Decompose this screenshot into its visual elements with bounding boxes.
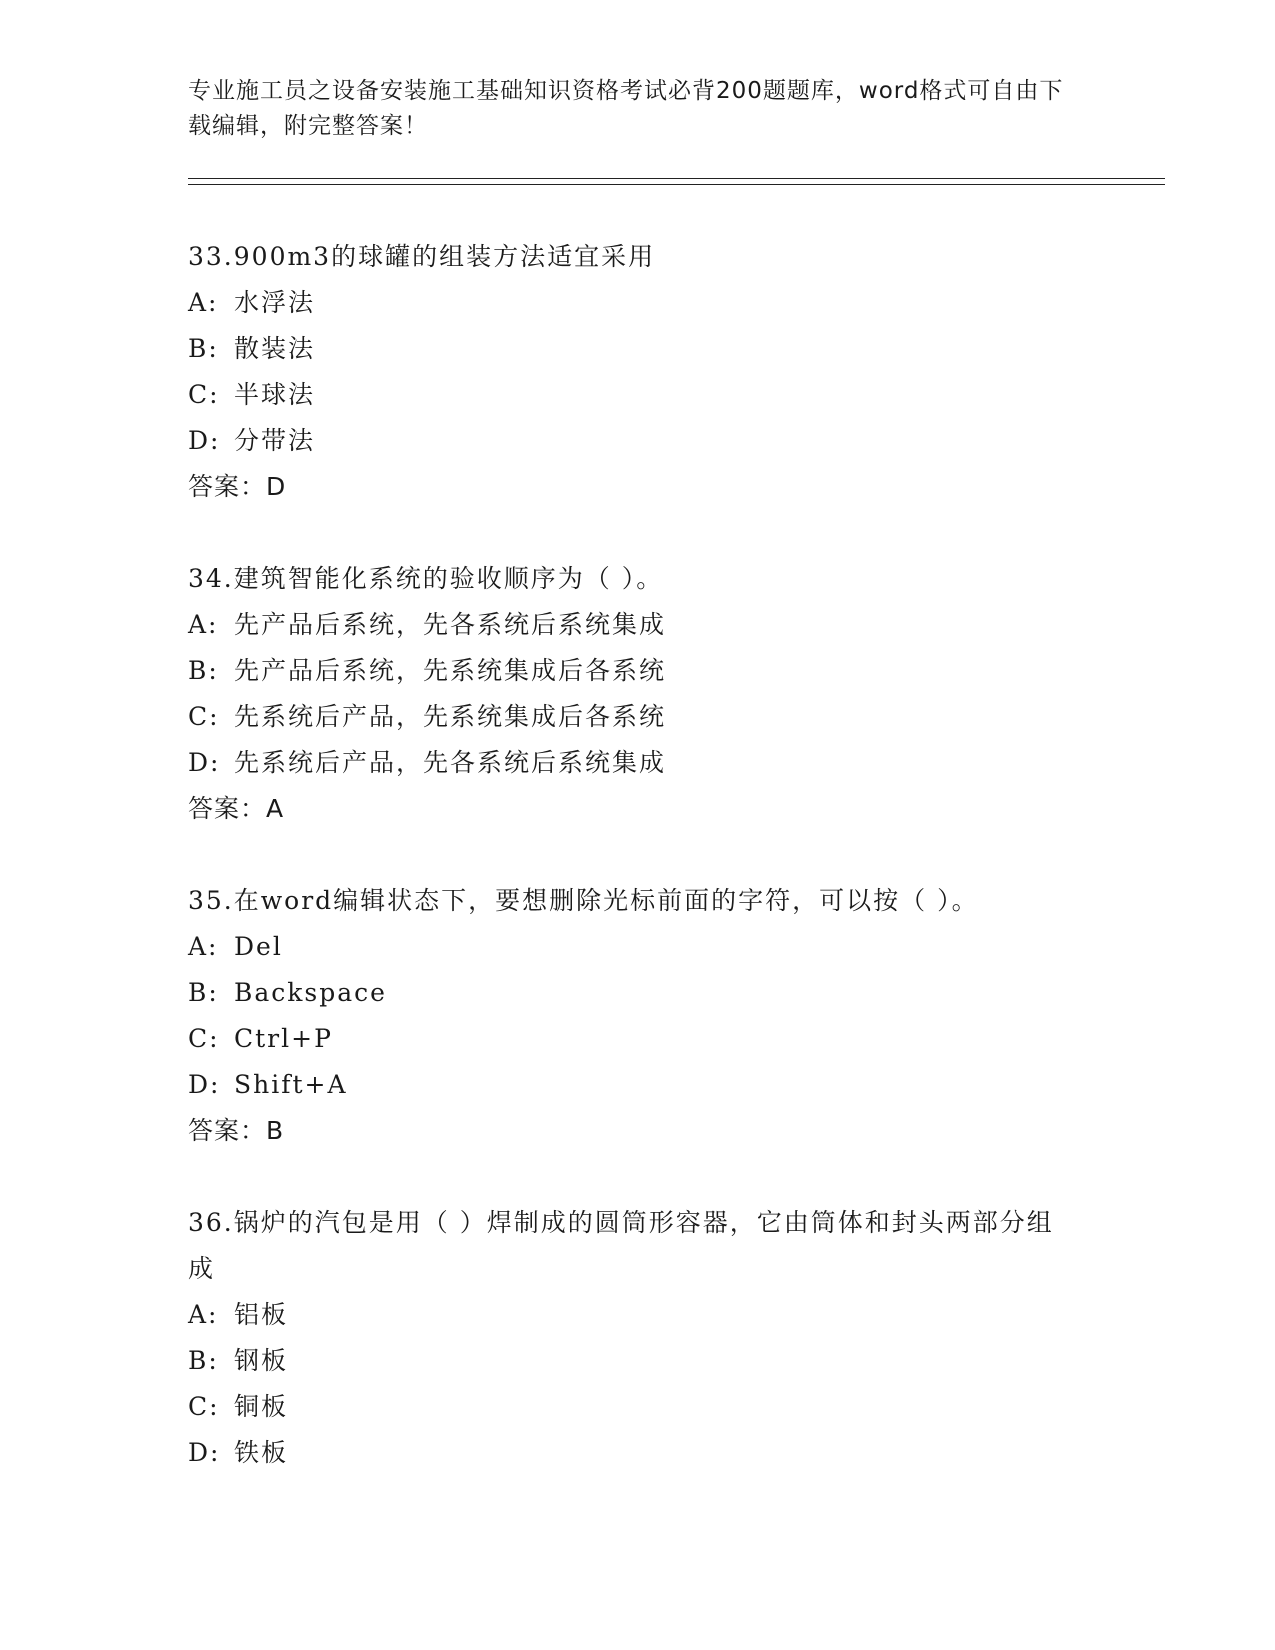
question-33 — [188, 234, 1088, 510]
option-b — [188, 970, 1088, 1016]
question-36 — [188, 1200, 1088, 1476]
answer: 答案：A — [188, 794, 285, 823]
option-text: 先系统后产品，先各系统后系统集成 — [234, 748, 667, 777]
option-a — [188, 280, 1088, 326]
option-text: 先产品后系统，先系统集成后各系统 — [234, 656, 667, 685]
header-divider-bottom — [188, 184, 1165, 185]
option-d — [188, 1430, 1088, 1476]
header-divider-top — [188, 178, 1165, 179]
option-letter: C: — [188, 1392, 220, 1421]
option-letter: D: — [188, 426, 221, 455]
option-letter: B: — [188, 1346, 219, 1375]
option-text: Backspace — [234, 978, 387, 1007]
option-d — [188, 740, 1088, 786]
option-text: Del — [234, 932, 283, 961]
option-letter: D: — [188, 1438, 221, 1467]
option-b — [188, 648, 1088, 694]
option-letter: B: — [188, 978, 219, 1007]
option-letter: B: — [188, 656, 219, 685]
option-c — [188, 1016, 1088, 1062]
option-letter: A: — [188, 610, 219, 639]
option-text: 铜板 — [234, 1392, 289, 1421]
option-letter: C: — [188, 702, 220, 731]
answer: 答案：D — [188, 472, 287, 501]
option-c — [188, 1384, 1088, 1430]
answer: 答案：B — [188, 1116, 285, 1145]
option-text: 铁板 — [234, 1438, 289, 1467]
option-letter: A: — [188, 288, 219, 317]
option-text: 分带法 — [234, 426, 316, 455]
option-a — [188, 602, 1088, 648]
document-header: 专业施工员之设备安装施工基础知识资格考试必背200题题库，word格式可自由下载编辑，附完整答案！ — [188, 78, 1064, 139]
option-text: 水浮法 — [234, 288, 316, 317]
option-text: 散装法 — [234, 334, 316, 363]
option-b — [188, 326, 1088, 372]
option-text: 先系统后产品，先系统集成后各系统 — [234, 702, 667, 731]
option-b — [188, 1338, 1088, 1384]
question-stem: 35.在word编辑状态下，要想删除光标前面的字符，可以按（ ）。 — [188, 886, 979, 915]
option-text: Ctrl+P — [234, 1024, 333, 1053]
question-stem: 33.900m3的球罐的组装方法适宜采用 — [188, 242, 656, 271]
option-text: 钢板 — [234, 1346, 289, 1375]
option-c — [188, 372, 1088, 418]
question-35 — [188, 878, 1088, 1154]
option-d — [188, 1062, 1088, 1108]
option-d — [188, 418, 1088, 464]
question-stem: 36.锅炉的汽包是用（ ）焊制成的圆筒形容器，它由筒体和封头两部分组成 — [188, 1208, 1054, 1283]
option-letter: B: — [188, 334, 219, 363]
question-stem: 34.建筑智能化系统的验收顺序为（ ）。 — [188, 564, 664, 593]
option-letter: A: — [188, 932, 219, 961]
option-text: 铝板 — [234, 1300, 289, 1329]
option-text: Shift+A — [234, 1070, 348, 1099]
option-letter: D: — [188, 748, 221, 777]
question-34 — [188, 556, 1088, 832]
option-text: 半球法 — [234, 380, 316, 409]
option-text: 先产品后系统，先各系统后系统集成 — [234, 610, 667, 639]
option-letter: A: — [188, 1300, 219, 1329]
option-c — [188, 694, 1088, 740]
option-a — [188, 924, 1088, 970]
option-letter: C: — [188, 1024, 220, 1053]
option-a — [188, 1292, 1088, 1338]
option-letter: C: — [188, 380, 220, 409]
option-letter: D: — [188, 1070, 221, 1099]
